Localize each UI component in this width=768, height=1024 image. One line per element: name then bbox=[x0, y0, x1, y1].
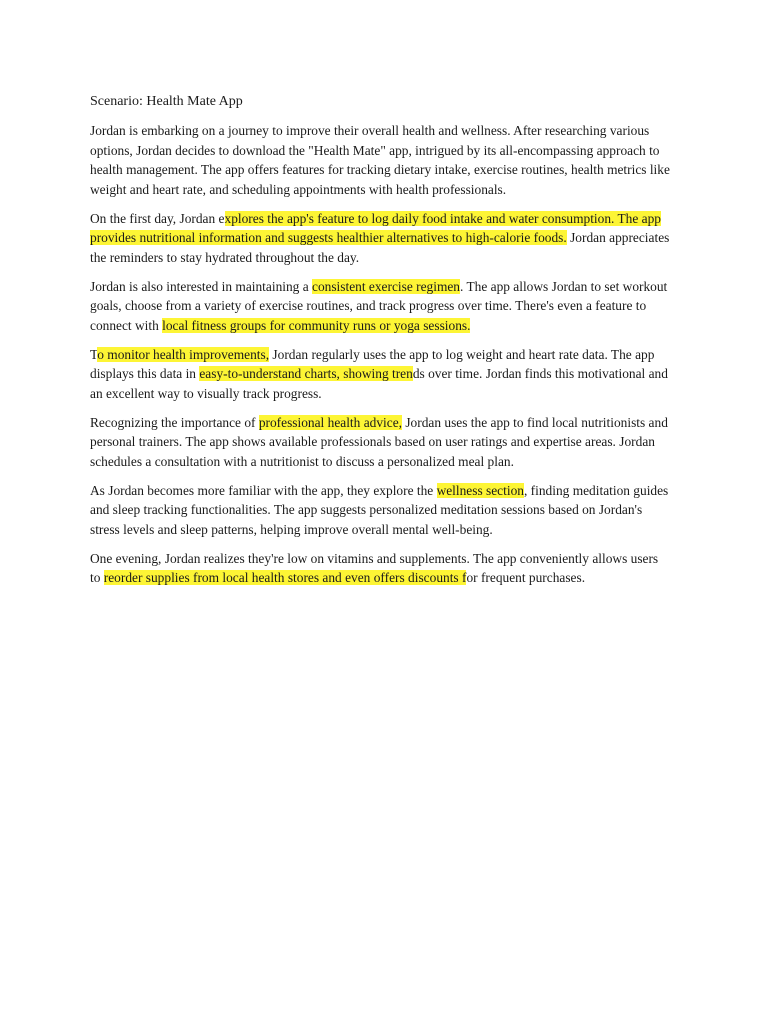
highlighted-text: professional health advice, bbox=[258, 414, 402, 430]
paragraph-text: Recognizing the importance of bbox=[90, 414, 259, 430]
paragraph-text: Jordan uses the app to find local nutritionists and personal trainers. The app shows available professionals based on user ratings and expertise areas. Jordan schedules a consultation with a nutritionist to discuss a personalized meal plan. bbox=[90, 414, 668, 469]
highlighted-text: o monitor health improvements, bbox=[97, 346, 270, 362]
paragraph-text: On the first day, Jordan e bbox=[90, 210, 225, 226]
highlighted-text: consistent exercise regimen bbox=[312, 278, 460, 294]
paragraph-text: Jordan is also interested in maintaining a bbox=[90, 278, 313, 294]
paragraph-exercise bbox=[90, 277, 670, 336]
paragraph-text: Jordan regularly uses the app to log weight and heart rate data. The app displays this data in bbox=[90, 346, 655, 381]
paragraph-text: As Jordan becomes more familiar with the app, they explore the bbox=[90, 482, 437, 498]
paragraph-text: , finding meditation guides and sleep tracking functionalities. The app suggests personalized meditation sessions based on Jordan's stress levels and sleep patterns, helping improve overall mental well-being. bbox=[90, 482, 669, 537]
paragraph-text: Jordan appreciates the reminders to stay hydrated throughout the day. bbox=[90, 230, 670, 265]
paragraph-professional-advice bbox=[90, 413, 670, 472]
document-title: Scenario: Health Mate App bbox=[90, 94, 243, 109]
highlighted-text: reorder supplies from local health stores and even offers discounts f bbox=[103, 570, 467, 585]
paragraph-text: . The app allows Jordan to set workout goals, choose from a variety of exercise routines, and track progress over time. There's even a feature to connect with bbox=[90, 278, 668, 333]
paragraph-text: One evening, Jordan realizes they're low on vitamins and supplements. The app conveniently allows users to bbox=[90, 550, 659, 585]
paragraph-text: ds over time. Jordan finds this motivational and an excellent way to visually track progress. bbox=[90, 366, 668, 401]
paragraph-supplements bbox=[90, 549, 670, 588]
highlighted-text: wellness section bbox=[436, 482, 524, 498]
paragraph-wellness bbox=[90, 481, 670, 540]
highlighted-text: easy-to-understand charts, showing tren bbox=[199, 366, 413, 381]
paragraph-text: T bbox=[90, 346, 98, 362]
highlighted-text: xplores the app's feature to log daily food intake and water consumption. The app provides nutritional information and suggests healthier alternatives to high-calorie foods. bbox=[90, 210, 661, 245]
paragraph-text: or frequent purchases. bbox=[466, 570, 586, 585]
paragraph-health-metrics bbox=[90, 345, 670, 404]
paragraph-food-log bbox=[90, 209, 670, 268]
paragraph-text: Jordan is embarking on a journey to improve their overall health and wellness. After researching various options, Jordan decides to download the "Health Mate" app, intrigued by its all-encompassing approach to health management. The app offers features for tracking dietary intake, exercise routines, health metrics like weight and heart rate, and scheduling appointments with health professionals. bbox=[90, 123, 670, 197]
paragraph-intro bbox=[90, 121, 670, 199]
highlighted-text: local fitness groups for community runs or yoga sessions. bbox=[162, 317, 471, 333]
